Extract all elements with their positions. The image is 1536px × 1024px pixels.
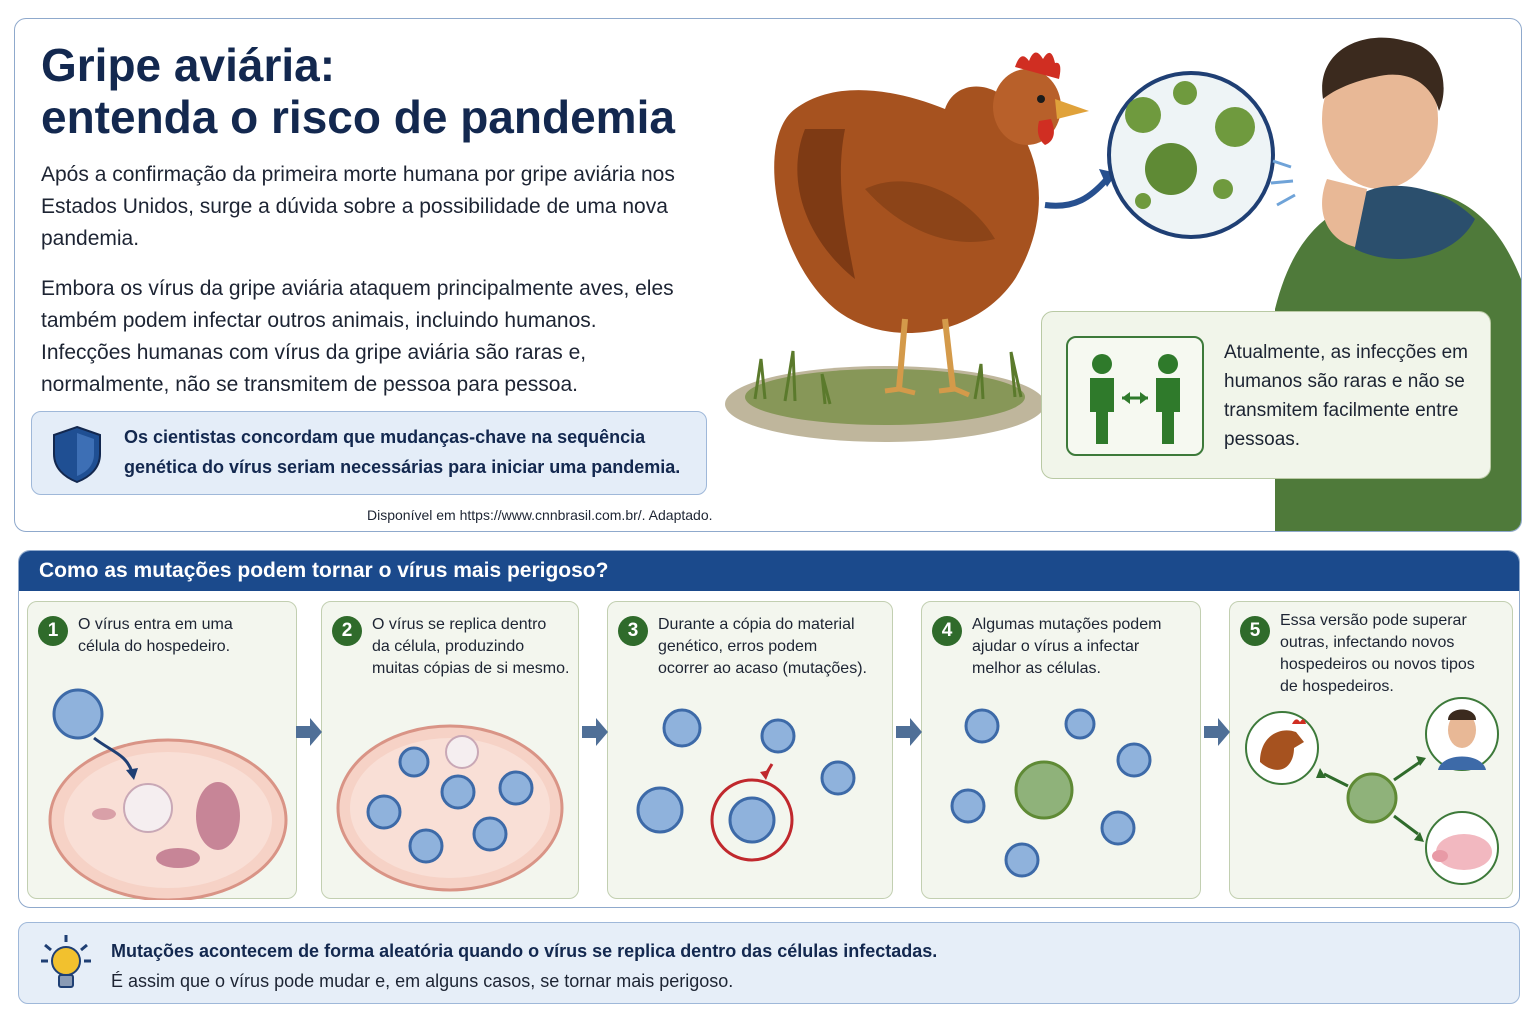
step-number-badge: 5	[1240, 616, 1270, 646]
top-panel	[14, 18, 1522, 532]
step-arrow-4	[1202, 716, 1232, 748]
source-credit: Disponível em https://www.cnnbrasil.com.br/. Adaptado.	[367, 507, 713, 523]
step-text: Essa versão pode superar outras, infectando novos hospedeiros ou novos tipos de hospedeiros.	[1280, 612, 1475, 695]
shield-icon	[50, 424, 104, 484]
step-text: O vírus entra em uma célula do hospedeiro.	[78, 616, 233, 655]
new-hosts-illustration	[1230, 602, 1514, 900]
step-arrow-1	[294, 716, 324, 748]
step-text: Algumas mutações podem ajudar o vírus a infectar melhor as células.	[972, 616, 1162, 677]
mutation-steps-panel	[18, 550, 1520, 908]
mutation-illustration	[608, 602, 894, 900]
host-cell-entry-illustration	[28, 602, 298, 900]
step-number-badge: 1	[38, 616, 68, 646]
title-line-1: Gripe aviária:	[41, 39, 336, 91]
selected-mutant-illustration	[922, 602, 1202, 900]
step-arrow-3	[894, 716, 924, 748]
step-arrow-2	[580, 716, 610, 748]
step-number-badge: 4	[932, 616, 962, 646]
virus-magnified-circle	[1109, 73, 1273, 237]
steps-heading: Como as mutações podem tornar o vírus mais perigoso?	[39, 559, 609, 582]
callout-text: Os cientistas concordam que mudanças-chave na sequência genética do vírus seriam necessárias para iniciar uma pandemia.	[124, 427, 681, 477]
step-text: O vírus se replica dentro da célula, produzindo muitas cópias de si mesmo.	[372, 616, 570, 677]
tip-line-2: É assim que o vírus pode mudar e, em alguns casos, se tornar mais perigoso.	[111, 971, 734, 991]
step-card-5	[1229, 601, 1513, 899]
chicken-to-virus-arrow	[1045, 179, 1107, 206]
step-number-badge: 2	[332, 616, 362, 646]
intro-paragraph-1: Após a confirmação da primeira morte humana por gripe aviária nos Estados Unidos, surge a dúvida sobre a possibilidade de uma nova pandemia.	[41, 163, 675, 250]
step-text: Durante a cópia do material genético, erros podem ocorrer ao acaso (mutações).	[658, 616, 867, 677]
title-line-2: entenda o risco de pandemia	[41, 91, 675, 143]
grass-patch	[725, 351, 1045, 442]
tip-line-1: Mutações acontecem de forma aleatória quando o vírus se replica dentro das células infectadas.	[111, 941, 938, 961]
steps-header	[19, 551, 1519, 591]
intro-paragraph-2: Embora os vírus da gripe aviária ataquem principalmente aves, eles também podem infectar outros animais, incluindo humanos. Infecções humanas com vírus da gripe aviária são raras e, normalmente, não se transmitem de pessoa para pessoa.	[41, 277, 674, 396]
human-transmission-card	[1041, 311, 1491, 479]
tip-box	[18, 922, 1520, 1004]
step-number-badge: 3	[618, 616, 648, 646]
step-card-3	[607, 601, 893, 899]
scientists-callout	[31, 411, 707, 495]
intro-text	[41, 159, 681, 419]
step-card-1	[27, 601, 297, 899]
step-card-2	[321, 601, 579, 899]
step-card-4	[921, 601, 1201, 899]
lightbulb-icon	[39, 933, 93, 995]
page-title	[41, 39, 675, 143]
people-transmission-icon	[1066, 336, 1204, 456]
info-card-text: Atualmente, as infecções em humanos são raras e não se transmitem facilmente entre pessoas.	[1224, 342, 1468, 450]
virus-replication-illustration	[322, 602, 580, 900]
